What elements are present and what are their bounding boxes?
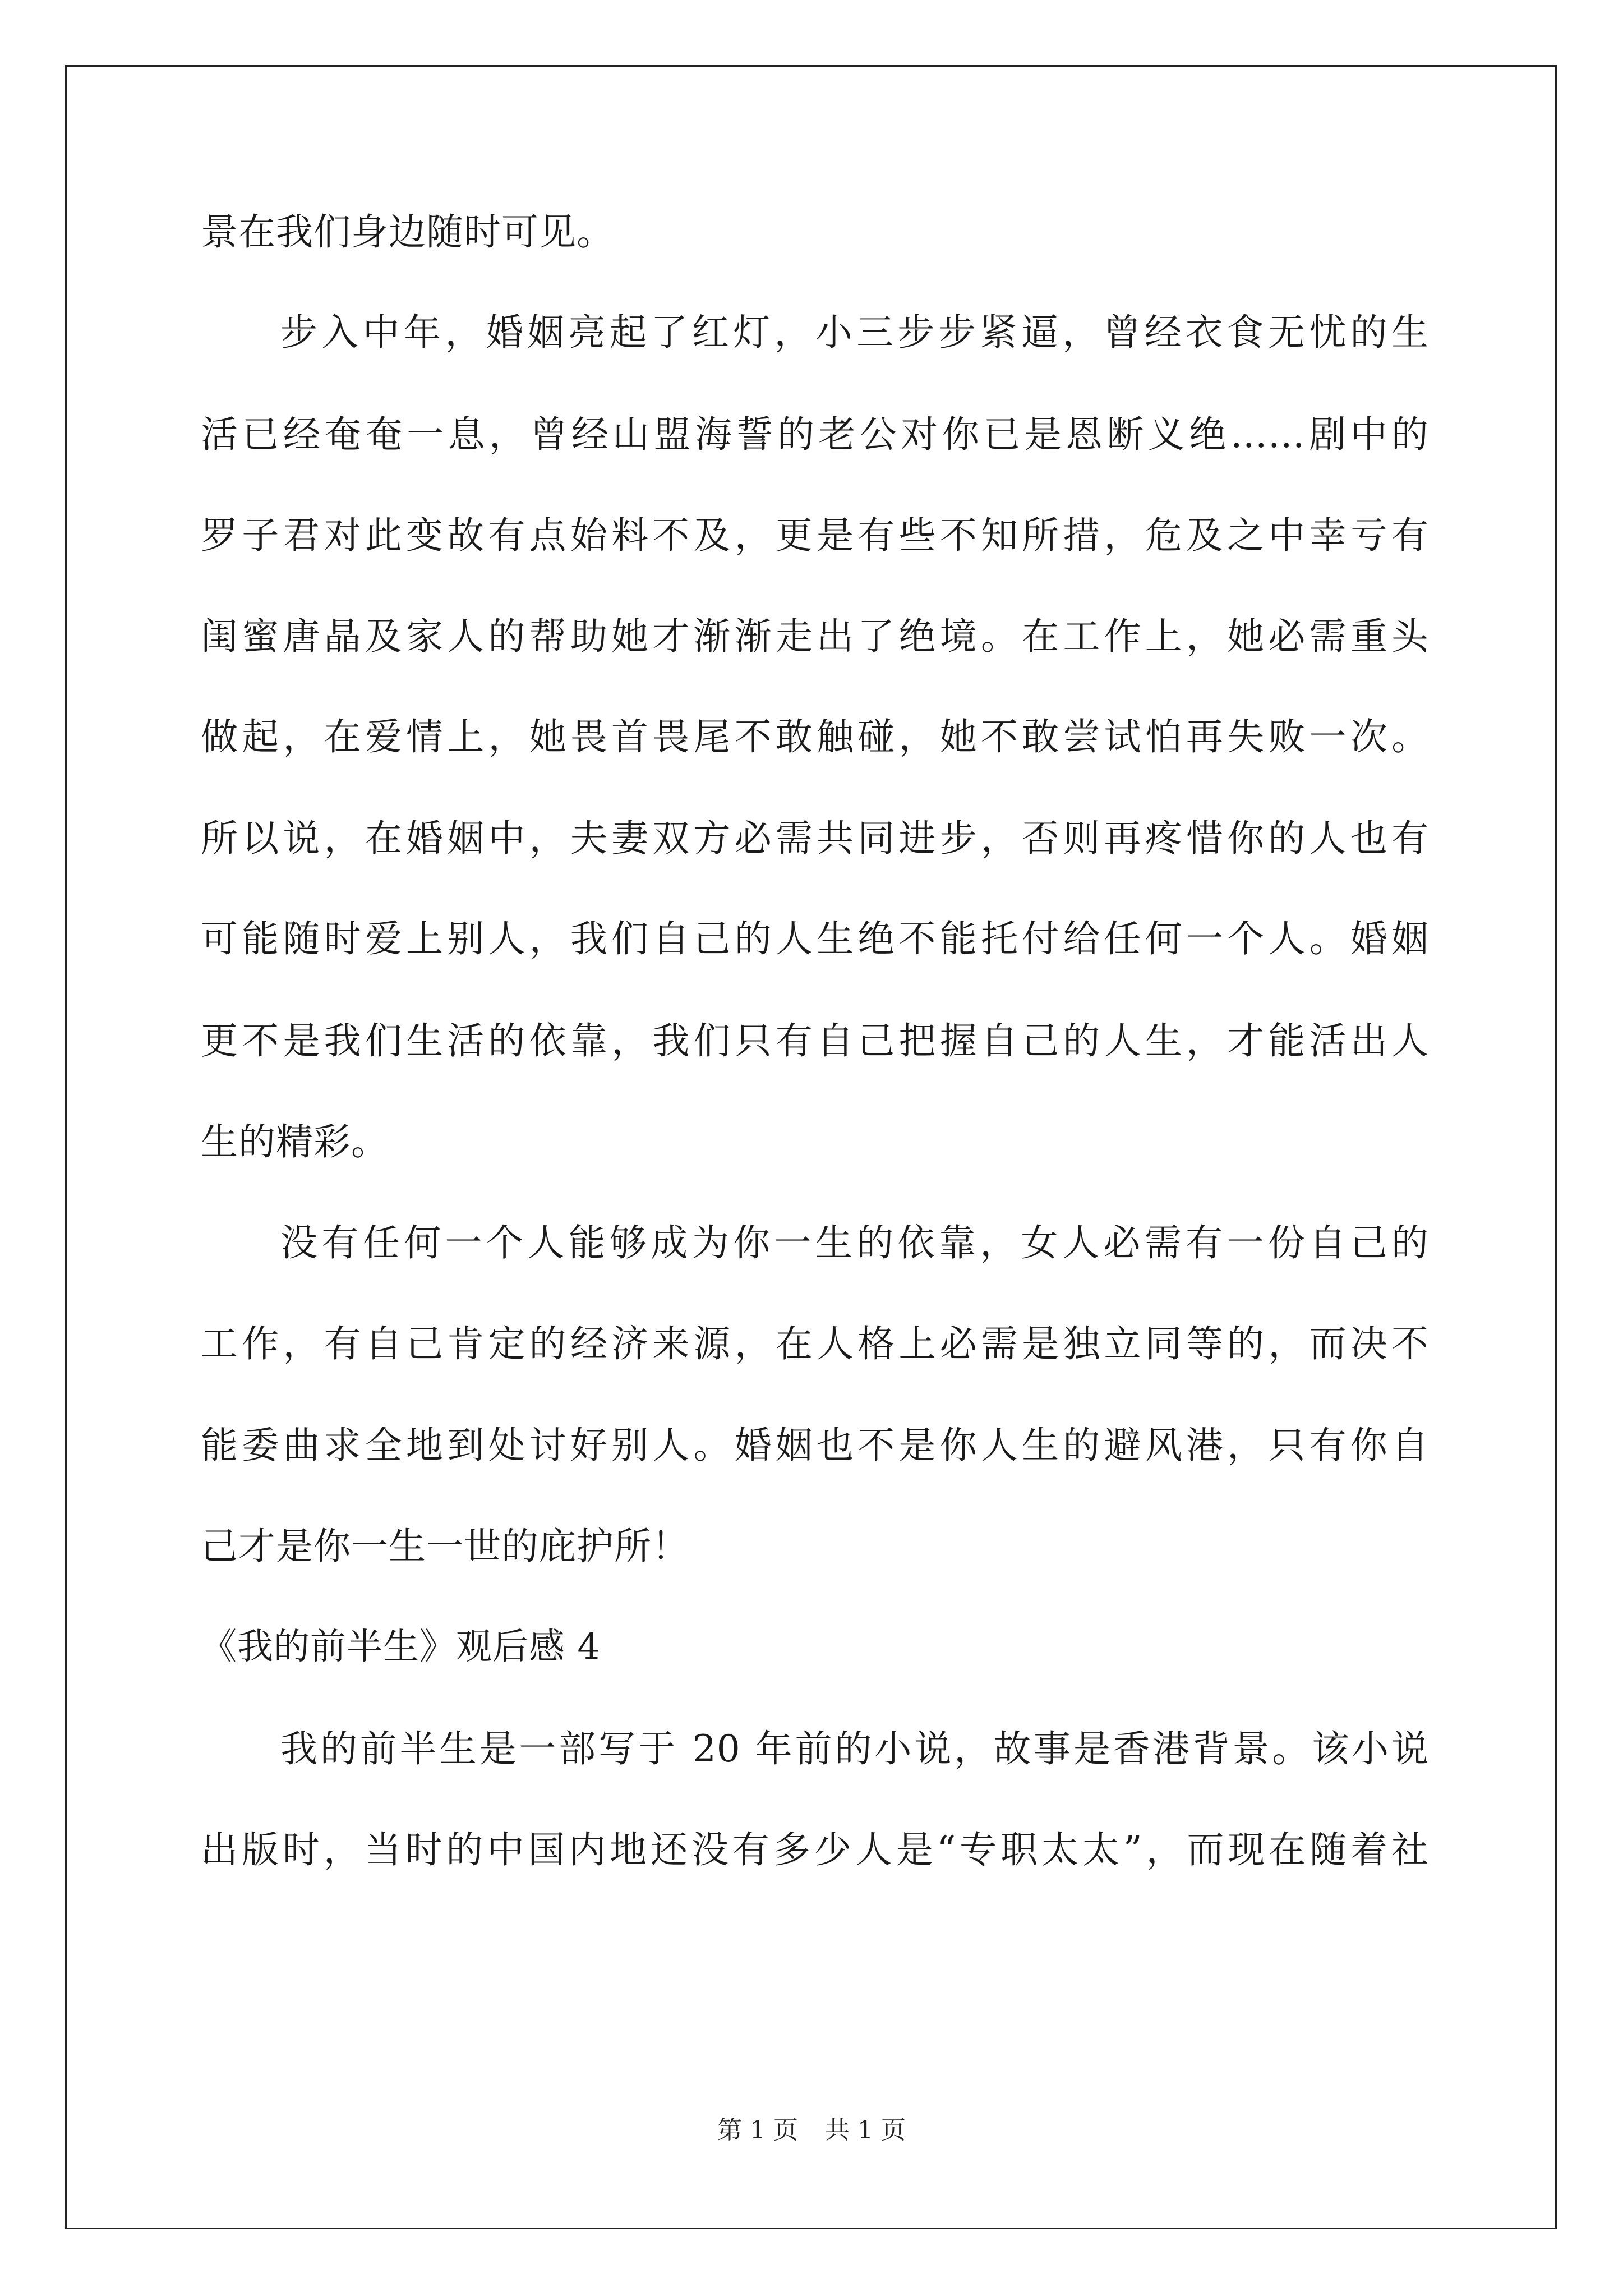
paragraph-start-line: 我的前半生是一部写于 20 年前的小说，故事是香港背景。该小说 (280, 1727, 1429, 1770)
text-line: 罗子君对此变故有点始料不及，更是有些不知所措，危及之中幸亏有 (201, 514, 1429, 557)
text-line: 景在我们身边随时可见。 (201, 210, 614, 254)
paragraph-start-line: 没有任何一个人能够成为你一生的依靠，女人必需有一份自己的 (280, 1221, 1429, 1264)
text-line: 更不是我们生活的依靠，我们只有自己把握自己的人生，才能活出人 (201, 1019, 1429, 1062)
section-heading: 《我的前半生》观后感 4 (201, 1626, 601, 1668)
text-line: 出版时，当时的中国内地还没有多少人是“专职太太”，而现在随着社 (201, 1828, 1429, 1871)
text-line: 能委曲求全地到处讨好别人。婚姻也不是你人生的避风港，只有你自 (201, 1424, 1429, 1467)
paragraph-start-line: 步入中年，婚姻亮起了红灯，小三步步紧逼，曾经衣食无忧的生 (280, 311, 1429, 354)
page-number: 第 1 页 (717, 2116, 798, 2145)
text-line: 可能随时爱上别人，我们自己的人生绝不能托付给任何一个人。婚姻 (201, 917, 1429, 960)
page-footer (0, 2114, 1623, 2147)
text-line: 活已经奄奄一息，曾经山盟海誓的老公对你已是恩断义绝……剧中的 (201, 413, 1429, 456)
page-total: 共 1 页 (825, 2116, 906, 2145)
text-line: 己才是你一生一世的庇护所！ (201, 1525, 689, 1568)
text-line: 所以说，在婚姻中，夫妻双方必需共同进步，否则再疼惜你的人也有 (201, 817, 1429, 860)
text-line: 闺蜜唐晶及家人的帮助她才渐渐走出了绝境。在工作上，她必需重头 (201, 615, 1429, 658)
text-line: 工作，有自己肯定的经济来源，在人格上必需是独立同等的，而决不 (201, 1322, 1429, 1365)
text-line: 生的精彩。 (201, 1120, 389, 1163)
text-line: 做起，在爱情上，她畏首畏尾不敢触碰，她不敢尝试怕再失败一次。 (201, 715, 1429, 758)
